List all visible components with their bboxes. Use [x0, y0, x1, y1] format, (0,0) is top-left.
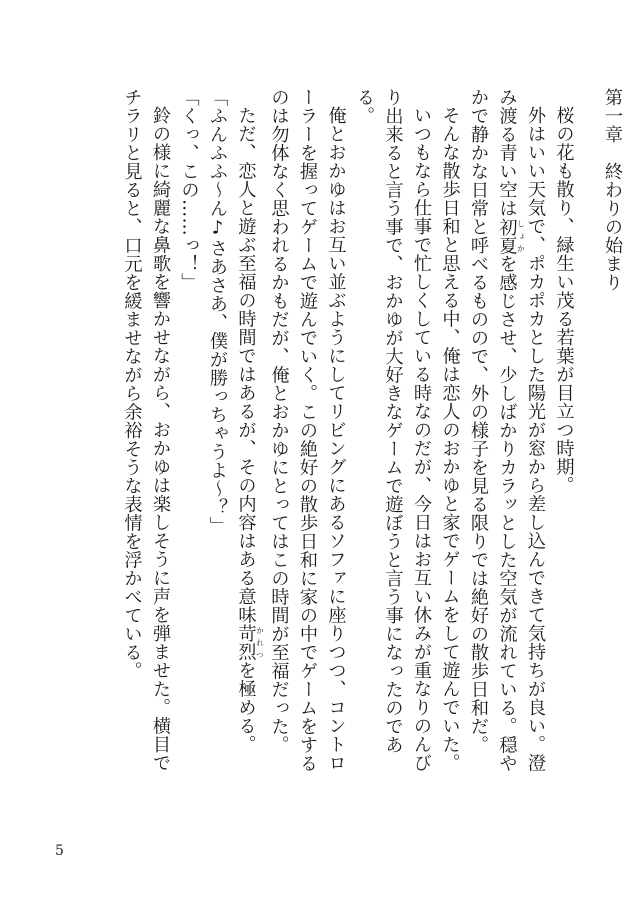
paragraph — [264, 88, 350, 788]
ruby-word — [235, 624, 265, 662]
text-run: を感じさせ、少しばかりカラッとした空気が流れている。穏やかで静かな日常と呼べるものので、外の様子を見る限りでは絶好の散歩日和だ。 — [468, 88, 518, 773]
paragraph — [117, 88, 174, 788]
vertical-text-body — [117, 88, 626, 788]
text-run: を極める。 — [235, 661, 257, 754]
text-run: 鈴の様に綺麗な鼻歌を響かせながら、おかゆは楽しそうに声を弾ませた。横目でチラリと見ると、口元を緩ませながら余裕そうな表情を浮かべている。 — [121, 88, 171, 773]
text-run: 外はいい天気で、ポカポカとした陽光が窓から差し込んできて気持ちが良い。澄み渡る青い空は — [496, 88, 546, 773]
dialogue-line — [174, 88, 203, 788]
text-run: 俺とおかゆはお互い並ぶようにしてリビングにあるソファに座りつつ、コントローラーを握ってゲームで遊んでいく。この絶好の散歩日和に家の中でゲームをするのは勿体なく思われるかもだが、俺とおかゆにとってはこの時間が至福だった。 — [268, 88, 347, 773]
text-run: 「くっ、この……っ！」 — [178, 88, 200, 292]
paragraph — [350, 88, 436, 788]
ruby-base: 初夏 — [496, 217, 518, 255]
ruby-base: 苛烈 — [235, 624, 257, 662]
page-number: 5 — [55, 843, 64, 859]
text-run: 桜の花も散り、緑生い茂る若葉が目立つ時期。 — [553, 106, 575, 495]
text-run: いつもなら仕事で忙しくしている時なのだが、今日はお互い休みが重なりのんびり出来ると言う事で、おかゆが大好きなゲームで遊ぼうと言う事になったのである。 — [354, 88, 432, 773]
text-run: そんな散歩日和と思える中、俺は恋人のおかゆと家でゲームをして遊んでいた。 — [439, 106, 461, 773]
ruby-word — [496, 217, 526, 255]
text-run: 「ふんふふ～ん♪さあさあ、僕が勝っちゃうよ～？」 — [207, 88, 228, 535]
paragraph — [435, 88, 464, 788]
chapter-title: 第一章 終わりの始まり — [602, 88, 623, 292]
text-run: ただ、恋人と遊ぶ至福の時間ではあるが、その内容はある意味 — [235, 106, 257, 625]
ruby-reading: かれつ — [255, 624, 265, 662]
paragraph — [549, 88, 578, 788]
paragraph — [231, 88, 264, 788]
ruby-reading: しょか — [516, 217, 526, 255]
paragraph — [464, 88, 550, 788]
dialogue-line — [203, 88, 232, 788]
